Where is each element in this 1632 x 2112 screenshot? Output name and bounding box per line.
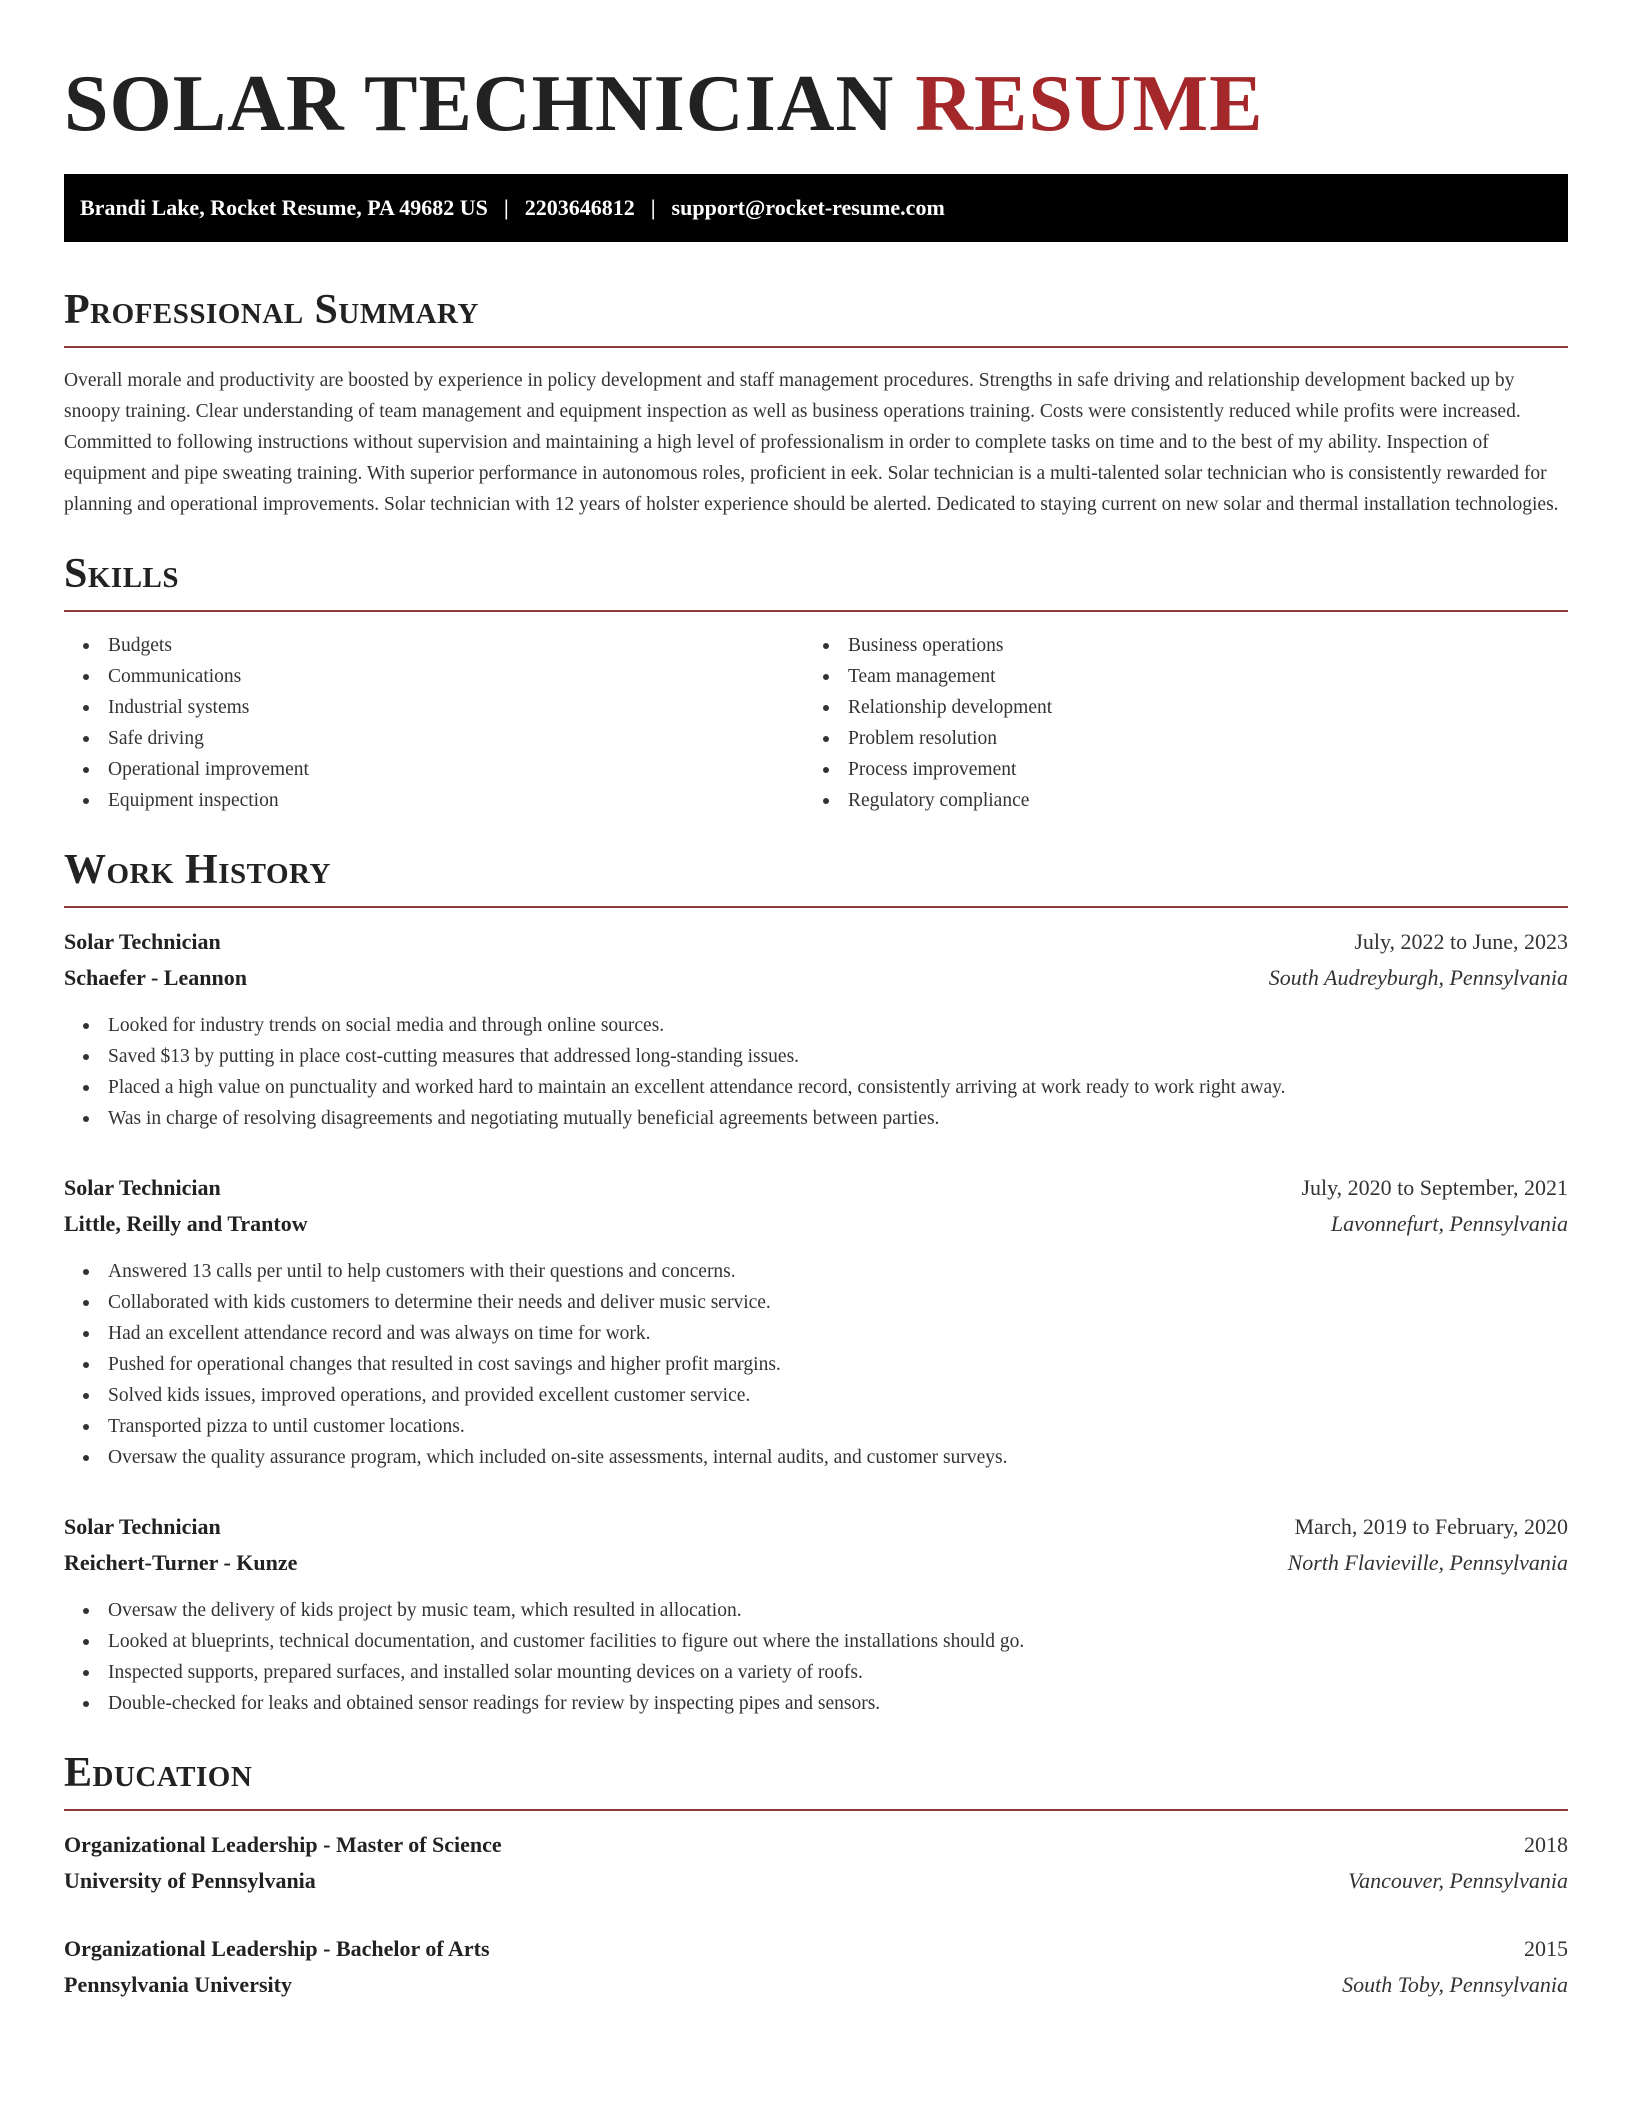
job-title-row bbox=[64, 924, 1568, 960]
skills-list-right bbox=[804, 630, 1544, 816]
job-bullet: Saved $13 by putting in place cost-cutting measures that addressed long-standing issues. bbox=[64, 1041, 1568, 1072]
job-entry bbox=[64, 924, 1568, 1134]
skill-item: Communications bbox=[64, 661, 804, 692]
skills-columns bbox=[64, 630, 1568, 816]
contact-separator: | bbox=[650, 195, 656, 220]
education-degree: Organizational Leadership - Master of Science bbox=[64, 1832, 502, 1857]
job-location: Lavonnefurt, Pennsylvania bbox=[1330, 1211, 1568, 1236]
job-bullet: Transported pizza to until customer locations. bbox=[64, 1411, 1568, 1442]
skill-item: Industrial systems bbox=[64, 692, 804, 723]
education-location: South Toby, Pennsylvania bbox=[1342, 1972, 1568, 1997]
skills-list-left bbox=[64, 630, 804, 816]
skill-item: Relationship development bbox=[804, 692, 1544, 723]
job-company-row bbox=[64, 1545, 1568, 1581]
education-section bbox=[64, 1749, 1568, 2003]
job-bullet: Answered 13 calls per until to help customers with their questions and concerns. bbox=[64, 1256, 1568, 1287]
job-title: Solar Technician bbox=[64, 1514, 221, 1539]
contact-bar bbox=[64, 174, 1568, 242]
education-year: 2018 bbox=[1524, 1832, 1568, 1857]
job-bullet: Looked at blueprints, technical documentation, and customer facilities to figure out where the installations should go. bbox=[64, 1626, 1568, 1657]
skills-section bbox=[64, 550, 1568, 816]
job-bullets bbox=[64, 1595, 1568, 1719]
job-bullet: Placed a high value on punctuality and worked hard to maintain an excellent attendance record, consistently arriving at work ready to work right away. bbox=[64, 1072, 1568, 1103]
job-company-row bbox=[64, 960, 1568, 996]
education-degree-row bbox=[64, 1931, 1568, 1967]
job-location: South Audreyburgh, Pennsylvania bbox=[1268, 965, 1568, 990]
education-school: University of Pennsylvania bbox=[64, 1868, 316, 1893]
skills-heading: Skills bbox=[64, 550, 1568, 612]
work-section bbox=[64, 846, 1568, 1719]
contact-address: Brandi Lake, Rocket Resume, PA 49682 US bbox=[80, 195, 488, 220]
job-bullets bbox=[64, 1256, 1568, 1473]
job-title: Solar Technician bbox=[64, 1175, 221, 1200]
work-heading: Work History bbox=[64, 846, 1568, 908]
job-bullet: Inspected supports, prepared surfaces, and installed solar mounting devices on a variety of roofs. bbox=[64, 1657, 1568, 1688]
skill-item: Budgets bbox=[64, 630, 804, 661]
job-company: Little, Reilly and Trantow bbox=[64, 1211, 308, 1236]
job-bullets bbox=[64, 1010, 1568, 1134]
summary-section bbox=[64, 286, 1568, 520]
education-degree: Organizational Leadership - Bachelor of Arts bbox=[64, 1936, 490, 1961]
job-dates: March, 2019 to February, 2020 bbox=[1294, 1514, 1568, 1539]
skill-item: Equipment inspection bbox=[64, 785, 804, 816]
title-accent: RESUME bbox=[915, 60, 1264, 148]
job-bullet: Looked for industry trends on social media and through online sources. bbox=[64, 1010, 1568, 1041]
job-company: Schaefer - Leannon bbox=[64, 965, 247, 990]
job-title-row bbox=[64, 1170, 1568, 1206]
contact-email[interactable]: support@rocket-resume.com bbox=[671, 195, 945, 220]
education-entry bbox=[64, 1931, 1568, 2003]
job-bullet: Had an excellent attendance record and was always on time for work. bbox=[64, 1318, 1568, 1349]
job-title-row bbox=[64, 1509, 1568, 1545]
contact-phone[interactable]: 2203646812 bbox=[524, 195, 635, 220]
job-title: Solar Technician bbox=[64, 929, 221, 954]
education-degree-row bbox=[64, 1827, 1568, 1863]
skill-item: Regulatory compliance bbox=[804, 785, 1544, 816]
job-company: Reichert-Turner - Kunze bbox=[64, 1550, 298, 1575]
summary-heading: Professional Summary bbox=[64, 286, 1568, 348]
education-heading: Education bbox=[64, 1749, 1568, 1811]
skill-item: Problem resolution bbox=[804, 723, 1544, 754]
skill-item: Team management bbox=[804, 661, 1544, 692]
skill-item: Safe driving bbox=[64, 723, 804, 754]
resume-page bbox=[64, 0, 1568, 2003]
job-bullet: Pushed for operational changes that resulted in cost savings and higher profit margins. bbox=[64, 1349, 1568, 1380]
summary-text: Overall morale and productivity are boosted by experience in policy development and staff management procedures. Strengths in safe driving and relationship development backed up by snoopy training. Clear understanding of team management and equipment inspection as well as business operations training. Costs were consistently reduced while profits were increased. Committed to following instructions without supervision and maintaining a high level of professionalism in order to complete tasks on time and to the best of my ability. Inspection of equipment and pipe sweating training. With superior performance in autonomous roles, proficient in eek. Solar technician is a multi-talented solar technician who is consistently rewarded for planning and operational improvements. Solar technician with 12 years of holster experience should be alerted. Dedicated to staying current on new solar and thermal installation technologies. bbox=[64, 370, 1559, 515]
job-bullet: Double-checked for leaks and obtained sensor readings for review by inspecting pipes and sensors. bbox=[64, 1688, 1568, 1719]
education-location: Vancouver, Pennsylvania bbox=[1348, 1868, 1568, 1893]
job-company-row bbox=[64, 1206, 1568, 1242]
resume-title bbox=[64, 58, 1568, 150]
skill-item: Operational improvement bbox=[64, 754, 804, 785]
job-bullet: Oversaw the delivery of kids project by music team, which resulted in allocation. bbox=[64, 1595, 1568, 1626]
job-bullet: Was in charge of resolving disagreements and negotiating mutually beneficial agreements between parties. bbox=[64, 1103, 1568, 1134]
job-bullet: Collaborated with kids customers to determine their needs and deliver music service. bbox=[64, 1287, 1568, 1318]
education-school-row bbox=[64, 1967, 1568, 2003]
title-main: SOLAR TECHNICIAN bbox=[64, 60, 895, 148]
education-school: Pennsylvania University bbox=[64, 1972, 292, 1997]
job-entry bbox=[64, 1509, 1568, 1719]
skill-item: Process improvement bbox=[804, 754, 1544, 785]
education-school-row bbox=[64, 1863, 1568, 1899]
job-dates: July, 2022 to June, 2023 bbox=[1354, 929, 1568, 954]
contact-separator: | bbox=[503, 195, 509, 220]
job-location: North Flavieville, Pennsylvania bbox=[1287, 1550, 1568, 1575]
job-bullet: Oversaw the quality assurance program, which included on-site assessments, internal audits, and customer surveys. bbox=[64, 1442, 1568, 1473]
education-year: 2015 bbox=[1524, 1936, 1568, 1961]
job-dates: July, 2020 to September, 2021 bbox=[1301, 1175, 1568, 1200]
education-entry bbox=[64, 1827, 1568, 1899]
skill-item: Business operations bbox=[804, 630, 1544, 661]
job-entry bbox=[64, 1170, 1568, 1473]
job-bullet: Solved kids issues, improved operations, and provided excellent customer service. bbox=[64, 1380, 1568, 1411]
